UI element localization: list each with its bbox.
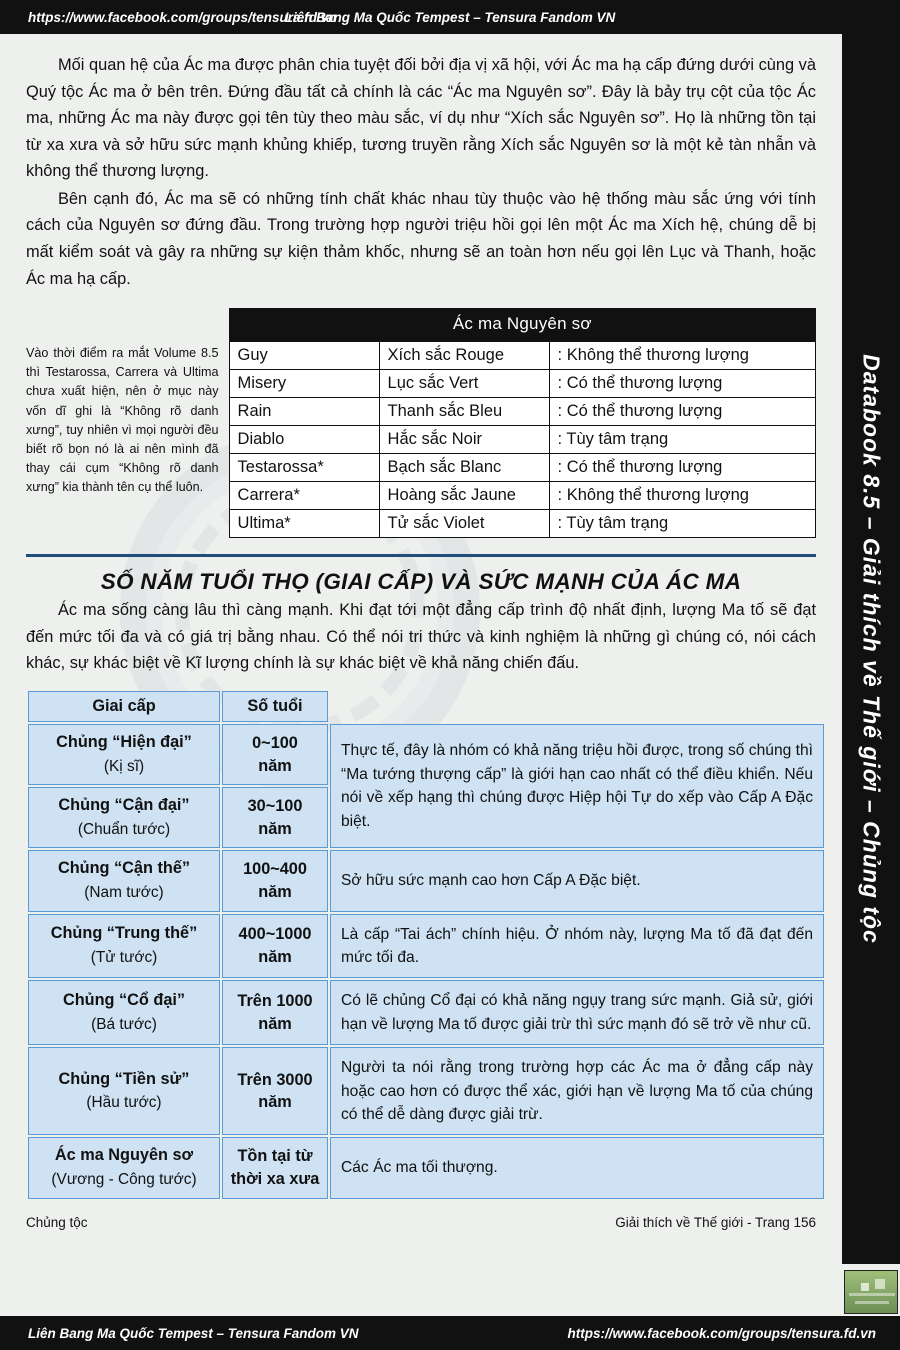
rank-sub: (Nam tước): [84, 884, 164, 902]
cell-years: [222, 1047, 328, 1135]
footer-bar-url: https://www.facebook.com/groups/tensura.fd.vn: [567, 1325, 876, 1341]
side-tab-label: Databook 8.5 – Giải thích về Thế giới – Chủng tộc: [858, 354, 885, 944]
rank-sub: (Kị sĩ): [103, 757, 145, 775]
years-line1: Trên 3000: [237, 1070, 313, 1089]
primordial-demons-table-body: [229, 342, 815, 538]
cell-description: Sở hữu sức mạnh cao hơn Cấp A Đặc biệt.: [330, 850, 824, 911]
footer-bar-title: Liên Bang Ma Quốc Tempest – Tensura Fandom VN: [28, 1325, 359, 1341]
cell-description: Các Ác ma tối thượng.: [330, 1137, 824, 1198]
cell-rank: [28, 850, 220, 911]
cell-color: Hoàng sắc Jaune: [379, 482, 549, 510]
section-title: SỐ NĂM TUỔI THỌ (GIAI CẤP) VÀ SỨC MẠNH CỦA ÁC MA: [100, 569, 742, 595]
years-line2: năm: [258, 883, 292, 902]
header-rank: Giai cấp: [28, 691, 220, 722]
table-row: [28, 980, 824, 1045]
rank-sub: (Bá tước): [91, 1015, 157, 1033]
years-line2: năm: [258, 756, 292, 775]
years-line1: 400~1000: [238, 925, 312, 944]
cell-name: Guy: [229, 342, 379, 370]
years-line1: 100~400: [243, 860, 307, 879]
cell-years: [222, 980, 328, 1045]
table-row: [229, 398, 815, 426]
table-row: [28, 1047, 824, 1135]
rank-name: Ác ma Nguyên sơ: [54, 1146, 194, 1165]
rank-sub: (Hầu tước): [86, 1094, 162, 1112]
cell-name: Rain: [229, 398, 379, 426]
lifespan-table-head: [28, 691, 824, 722]
table-row: [229, 370, 815, 398]
cell-note: : Không thể thương lượng: [549, 342, 815, 370]
table-row: [28, 914, 824, 979]
cell-note: : Không thể thương lượng: [549, 482, 815, 510]
years-line1: Tồn tại từ: [237, 1147, 313, 1166]
cell-rank: [28, 1137, 220, 1198]
rank-name: Chủng “Hiện đại”: [56, 732, 192, 751]
cell-note: : Tùy tâm trạng: [549, 426, 815, 454]
cell-note: : Có thể thương lượng: [549, 398, 815, 426]
primordial-demons-table-caption: Ác ma Nguyên sơ: [229, 308, 816, 341]
translator-note: [26, 308, 219, 538]
section-paragraph: Ác ma sống càng lâu thì càng mạnh. Khi đạt tới một đẳng cấp trình độ nhất định, lượng Ma tố sẽ đạt đến mức tối đa và có giá trị bằng nhau. Có thể nói tri thức và kinh nghiệm là những gì chúng có, nói cách khác, sự khác biệt về Kĩ lượng chính là sự khác biệt về khả năng chiến đấu.: [26, 601, 816, 673]
cell-note: : Có thể thương lượng: [549, 370, 815, 398]
cell-color: Bạch sắc Blanc: [379, 454, 549, 482]
cell-description: Người ta nói rằng trong trường hợp các Ác ma ở đẳng cấp này hoặc cao hơn có được thể xác, giới hạn về lượng Ma tố của chúng có thể dễ dàng được giải trừ.: [330, 1047, 824, 1135]
cell-color: Lục sắc Vert: [379, 370, 549, 398]
cell-rank: [28, 1047, 220, 1135]
cell-name: Ultima*: [229, 510, 379, 538]
cell-color: Xích sắc Rouge: [379, 342, 549, 370]
lifespan-table-body: [28, 724, 824, 1199]
header-title: Liên Bang Ma Quốc Tempest – Tensura Fandom VN: [284, 9, 616, 25]
years-line2: thời xa xưa: [230, 1170, 320, 1189]
table-row: [28, 724, 824, 785]
cell-name: Carrera*: [229, 482, 379, 510]
table-row: [229, 426, 815, 454]
section-divider: [26, 554, 816, 557]
cell-description: Thực tế, đây là nhóm có khả năng triệu hồi được, trong số chúng thì “Ma tướng thượng cấp” là giới hạn cao nhất có thể điều khiển. Nếu nói về xếp hạng thì chúng được Hiệp hội Tự do xếp vào Cấp A Đặc biệt.: [330, 724, 824, 849]
table-row: [229, 342, 815, 370]
cell-name: Testarossa*: [229, 454, 379, 482]
rank-sub: (Chuẩn tước): [77, 820, 171, 838]
page-thumbnail-icon: [844, 1270, 898, 1314]
cell-color: Hắc sắc Noir: [379, 426, 549, 454]
years-line2: năm: [258, 819, 292, 838]
lifespan-table: [26, 689, 826, 1201]
cell-rank: [28, 980, 220, 1045]
table-row: [28, 850, 824, 911]
years-line2: năm: [258, 1014, 292, 1033]
cell-color: Tử sắc Violet: [379, 510, 549, 538]
primordial-demons-table: [229, 308, 816, 538]
header-url: https://www.facebook.com/groups/tensura.fd.vn: [28, 9, 337, 25]
years-line1: 30~100: [247, 797, 303, 815]
years-line1: Trên 1000: [237, 992, 313, 1011]
cell-note: : Có thể thương lượng: [549, 454, 815, 482]
rank-sub: (Vương - Công tước): [51, 1171, 197, 1189]
cell-note: : Tùy tâm trạng: [549, 510, 815, 538]
cell-years: [222, 914, 328, 979]
table-row: [229, 482, 815, 510]
footer-left: Chủng tộc: [26, 1214, 88, 1230]
cell-description: Là cấp “Tai ách” chính hiệu. Ở nhóm này, lượng Ma tố đã đạt đến mức tối đa.: [330, 914, 824, 979]
cell-years: [222, 850, 328, 911]
page-footer: [26, 1215, 816, 1230]
cell-years: [222, 787, 328, 848]
cell-name: Diablo: [229, 426, 379, 454]
footer-bar: [0, 1316, 900, 1350]
rank-name: Chủng “Cận thế”: [57, 859, 191, 878]
header-years: Số tuổi: [222, 691, 328, 722]
primo-section: [26, 308, 816, 538]
header-description: [330, 691, 824, 722]
rank-sub: (Tử tước): [90, 949, 158, 967]
cell-rank: [28, 787, 220, 848]
translator-note-text: Vào thời điểm ra mắt Volume 8.5 thì Testarossa, Carrera và Ultima chưa xuất hiện, nên ở mục này vốn dĩ ghi là “Không rõ danh xưng”, tuy nhiên vì mọi người đều biết rõ bọn nó là ai nên mình đã thay cái cụm “Không rõ danh xưng” kia thành tên cụ thể luôn.: [26, 346, 219, 495]
side-tab: [842, 34, 900, 1264]
rank-name: Chủng “Tiền sử”: [58, 1069, 190, 1088]
paragraph-2: Bên cạnh đó, Ác ma sẽ có những tính chất khác nhau tùy thuộc vào hệ thống màu sắc ứng với tính cách của Nguyên sơ đứng đầu. Trong trường hợp người triệu hồi gọi lên một Ác ma Xích hệ, chúng dễ bị mất kiểm soát và gây ra những sự kiện thảm khốc, nhưng sẽ an toàn hơn nếu gọi lên Lục và Thanh, hoặc Ác ma hạ cấp.: [26, 189, 816, 288]
table-row: [229, 510, 815, 538]
paragraph-1: Mối quan hệ của Ác ma được phân chia tuyệt đối bởi địa vị xã hội, với Ác ma hạ cấp đứng dưới cùng và Quý tộc Ác ma ở bên trên. Đứng đầu tất cả chính là các “Ác ma Nguyên sơ”. Đây là bảy trụ cột của tộc Ác ma, những Ác ma này được gọi tên tùy theo màu sắc, ví dụ như “Xích sắc Nguyên sơ”. Họ là những tồn tại từ xa xưa và sở hữu sức mạnh khủng khiếp, tương truyền rằng Xích sắc Nguyên sơ là một kẻ tàn nhẫn và không thể thương lượng.: [26, 56, 816, 181]
years-line2: năm: [258, 948, 292, 967]
years-line1: 0~100: [252, 733, 298, 752]
cell-rank: [28, 724, 220, 785]
cell-description: Có lẽ chủng Cổ đại có khả năng ngụy trang sức mạnh. Giả sử, giới hạn về lượng Ma tố được giải trừ thì sức mạnh đó sẽ trở về như cũ.: [330, 980, 824, 1045]
rank-name: Chủng “Cận đại”: [58, 796, 190, 815]
table-row: [229, 454, 815, 482]
rank-name: Chủng “Trung thế”: [50, 924, 198, 943]
table-header-row: [28, 691, 824, 722]
cell-rank: [28, 914, 220, 979]
footer-right: Giải thích về Thế giới - Trang 156: [615, 1214, 816, 1230]
cell-years: [222, 724, 328, 785]
rank-name: Chủng “Cổ đại”: [62, 991, 186, 1010]
cell-name: Misery: [229, 370, 379, 398]
header-bar: [0, 0, 900, 34]
cell-years: [222, 1137, 328, 1198]
cell-color: Thanh sắc Bleu: [379, 398, 549, 426]
page-content: [0, 34, 842, 1316]
years-line2: năm: [258, 1093, 292, 1112]
table-row: [28, 1137, 824, 1198]
